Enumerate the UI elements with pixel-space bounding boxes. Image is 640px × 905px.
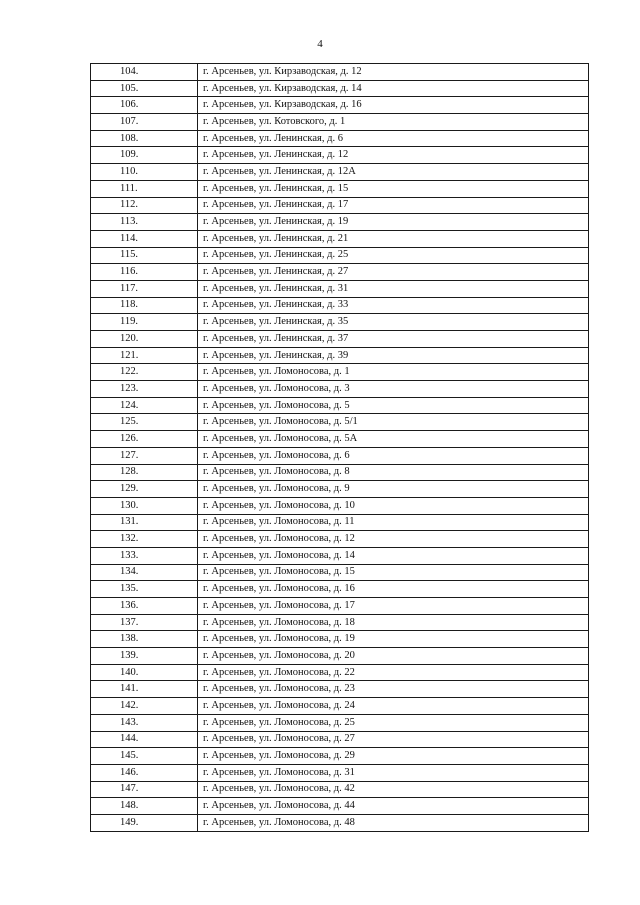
table-row xyxy=(91,230,589,247)
row-number-cell: 124. xyxy=(91,397,198,414)
row-number-cell: 146. xyxy=(91,764,198,781)
table-row xyxy=(91,748,589,765)
row-number-cell: 147. xyxy=(91,781,198,798)
table-row xyxy=(91,297,589,314)
table-row xyxy=(91,264,589,281)
table-row xyxy=(91,664,589,681)
address-cell: г. Арсеньев, ул. Ломоносова, д. 29 xyxy=(198,748,589,765)
address-cell: г. Арсеньев, ул. Ломоносова, д. 20 xyxy=(198,648,589,665)
row-number-cell: 130. xyxy=(91,497,198,514)
table-row xyxy=(91,497,589,514)
row-number-cell: 122. xyxy=(91,364,198,381)
row-number-cell: 133. xyxy=(91,547,198,564)
row-number-cell: 129. xyxy=(91,481,198,498)
page-number: 4 xyxy=(317,38,323,50)
row-number-cell: 138. xyxy=(91,631,198,648)
address-cell: г. Арсеньев, ул. Котовского, д. 1 xyxy=(198,114,589,131)
table-row xyxy=(91,598,589,615)
row-number-cell: 108. xyxy=(91,130,198,147)
table-row xyxy=(91,698,589,715)
address-cell: г. Арсеньев, ул. Ленинская, д. 17 xyxy=(198,197,589,214)
address-cell: г. Арсеньев, ул. Ломоносова, д. 6 xyxy=(198,447,589,464)
address-cell: г. Арсеньев, ул. Кирзаводская, д. 16 xyxy=(198,97,589,114)
address-cell: г. Арсеньев, ул. Ломоносова, д. 3 xyxy=(198,381,589,398)
table-row xyxy=(91,314,589,331)
table-row xyxy=(91,64,589,81)
row-number-cell: 110. xyxy=(91,164,198,181)
address-cell: г. Арсеньев, ул. Ломоносова, д. 5А xyxy=(198,431,589,448)
table-row xyxy=(91,648,589,665)
table-row xyxy=(91,714,589,731)
row-number-cell: 149. xyxy=(91,814,198,831)
row-number-cell: 111. xyxy=(91,180,198,197)
table-row xyxy=(91,114,589,131)
address-table xyxy=(90,63,589,832)
address-cell: г. Арсеньев, ул. Ломоносова, д. 44 xyxy=(198,798,589,815)
address-cell: г. Арсеньев, ул. Ломоносова, д. 24 xyxy=(198,698,589,715)
table-row xyxy=(91,97,589,114)
row-number-cell: 116. xyxy=(91,264,198,281)
address-cell: г. Арсеньев, ул. Ломоносова, д. 23 xyxy=(198,681,589,698)
row-number-cell: 118. xyxy=(91,297,198,314)
address-cell: г. Арсеньев, ул. Ленинская, д. 35 xyxy=(198,314,589,331)
row-number-cell: 104. xyxy=(91,64,198,81)
address-cell: г. Арсеньев, ул. Ломоносова, д. 15 xyxy=(198,564,589,581)
table-row xyxy=(91,614,589,631)
address-cell: г. Арсеньев, ул. Ломоносова, д. 16 xyxy=(198,581,589,598)
row-number-cell: 136. xyxy=(91,598,198,615)
row-number-cell: 132. xyxy=(91,531,198,548)
table-row xyxy=(91,631,589,648)
table-row xyxy=(91,180,589,197)
row-number-cell: 141. xyxy=(91,681,198,698)
address-cell: г. Арсеньев, ул. Кирзаводская, д. 12 xyxy=(198,64,589,81)
table-row xyxy=(91,447,589,464)
row-number-cell: 121. xyxy=(91,347,198,364)
row-number-cell: 106. xyxy=(91,97,198,114)
row-number-cell: 137. xyxy=(91,614,198,631)
address-cell: г. Арсеньев, ул. Ломоносова, д. 9 xyxy=(198,481,589,498)
table-row xyxy=(91,464,589,481)
address-cell: г. Арсеньев, ул. Ленинская, д. 15 xyxy=(198,180,589,197)
table-row xyxy=(91,280,589,297)
row-number-cell: 131. xyxy=(91,514,198,531)
table-row xyxy=(91,814,589,831)
address-cell: г. Арсеньев, ул. Ломоносова, д. 14 xyxy=(198,547,589,564)
row-number-cell: 142. xyxy=(91,698,198,715)
table-row xyxy=(91,130,589,147)
address-cell: г. Арсеньев, ул. Ломоносова, д. 19 xyxy=(198,631,589,648)
row-number-cell: 115. xyxy=(91,247,198,264)
address-cell: г. Арсеньев, ул. Ломоносова, д. 48 xyxy=(198,814,589,831)
address-cell: г. Арсеньев, ул. Ленинская, д. 31 xyxy=(198,280,589,297)
table-row xyxy=(91,547,589,564)
table-row xyxy=(91,197,589,214)
address-cell: г. Арсеньев, ул. Ленинская, д. 6 xyxy=(198,130,589,147)
row-number-cell: 140. xyxy=(91,664,198,681)
address-cell: г. Арсеньев, ул. Ленинская, д. 12 xyxy=(198,147,589,164)
row-number-cell: 105. xyxy=(91,80,198,97)
address-cell: г. Арсеньев, ул. Ломоносова, д. 31 xyxy=(198,764,589,781)
address-cell: г. Арсеньев, ул. Ленинская, д. 21 xyxy=(198,230,589,247)
address-cell: г. Арсеньев, ул. Ломоносова, д. 1 xyxy=(198,364,589,381)
row-number-cell: 119. xyxy=(91,314,198,331)
address-cell: г. Арсеньев, ул. Ломоносова, д. 5/1 xyxy=(198,414,589,431)
table-row xyxy=(91,147,589,164)
table-row xyxy=(91,247,589,264)
row-number-cell: 112. xyxy=(91,197,198,214)
row-number-cell: 123. xyxy=(91,381,198,398)
address-cell: г. Арсеньев, ул. Ломоносова, д. 25 xyxy=(198,714,589,731)
row-number-cell: 128. xyxy=(91,464,198,481)
row-number-cell: 125. xyxy=(91,414,198,431)
row-number-cell: 144. xyxy=(91,731,198,748)
address-cell: г. Арсеньев, ул. Ленинская, д. 37 xyxy=(198,331,589,348)
table-row xyxy=(91,80,589,97)
row-number-cell: 117. xyxy=(91,280,198,297)
row-number-cell: 114. xyxy=(91,230,198,247)
row-number-cell: 145. xyxy=(91,748,198,765)
address-cell: г. Арсеньев, ул. Ломоносова, д. 18 xyxy=(198,614,589,631)
table-row xyxy=(91,214,589,231)
row-number-cell: 135. xyxy=(91,581,198,598)
table-row xyxy=(91,364,589,381)
address-cell: г. Арсеньев, ул. Ломоносова, д. 11 xyxy=(198,514,589,531)
table-row xyxy=(91,781,589,798)
address-cell: г. Арсеньев, ул. Ломоносова, д. 42 xyxy=(198,781,589,798)
address-cell: г. Арсеньев, ул. Ломоносова, д. 27 xyxy=(198,731,589,748)
address-cell: г. Арсеньев, ул. Ленинская, д. 25 xyxy=(198,247,589,264)
table-row xyxy=(91,531,589,548)
row-number-cell: 143. xyxy=(91,714,198,731)
table-row xyxy=(91,731,589,748)
address-cell: г. Арсеньев, ул. Ленинская, д. 33 xyxy=(198,297,589,314)
table-row xyxy=(91,564,589,581)
row-number-cell: 109. xyxy=(91,147,198,164)
address-table-body xyxy=(91,64,589,832)
address-cell: г. Арсеньев, ул. Ломоносова, д. 22 xyxy=(198,664,589,681)
address-cell: г. Арсеньев, ул. Ленинская, д. 19 xyxy=(198,214,589,231)
row-number-cell: 139. xyxy=(91,648,198,665)
row-number-cell: 113. xyxy=(91,214,198,231)
address-cell: г. Арсеньев, ул. Ленинская, д. 39 xyxy=(198,347,589,364)
row-number-cell: 107. xyxy=(91,114,198,131)
table-row xyxy=(91,798,589,815)
address-cell: г. Арсеньев, ул. Ломоносова, д. 8 xyxy=(198,464,589,481)
address-cell: г. Арсеньев, ул. Ломоносова, д. 17 xyxy=(198,598,589,615)
table-row xyxy=(91,681,589,698)
address-cell: г. Арсеньев, ул. Ломоносова, д. 5 xyxy=(198,397,589,414)
table-row xyxy=(91,581,589,598)
table-row xyxy=(91,347,589,364)
table-row xyxy=(91,381,589,398)
table-row xyxy=(91,331,589,348)
row-number-cell: 120. xyxy=(91,331,198,348)
row-number-cell: 148. xyxy=(91,798,198,815)
table-row xyxy=(91,397,589,414)
address-cell: г. Арсеньев, ул. Ломоносова, д. 10 xyxy=(198,497,589,514)
address-cell: г. Арсеньев, ул. Ленинская, д. 12А xyxy=(198,164,589,181)
table-row xyxy=(91,414,589,431)
address-cell: г. Арсеньев, ул. Ломоносова, д. 12 xyxy=(198,531,589,548)
table-row xyxy=(91,431,589,448)
table-row xyxy=(91,481,589,498)
table-row xyxy=(91,764,589,781)
row-number-cell: 134. xyxy=(91,564,198,581)
table-row xyxy=(91,514,589,531)
row-number-cell: 127. xyxy=(91,447,198,464)
address-cell: г. Арсеньев, ул. Кирзаводская, д. 14 xyxy=(198,80,589,97)
address-cell: г. Арсеньев, ул. Ленинская, д. 27 xyxy=(198,264,589,281)
row-number-cell: 126. xyxy=(91,431,198,448)
table-row xyxy=(91,164,589,181)
